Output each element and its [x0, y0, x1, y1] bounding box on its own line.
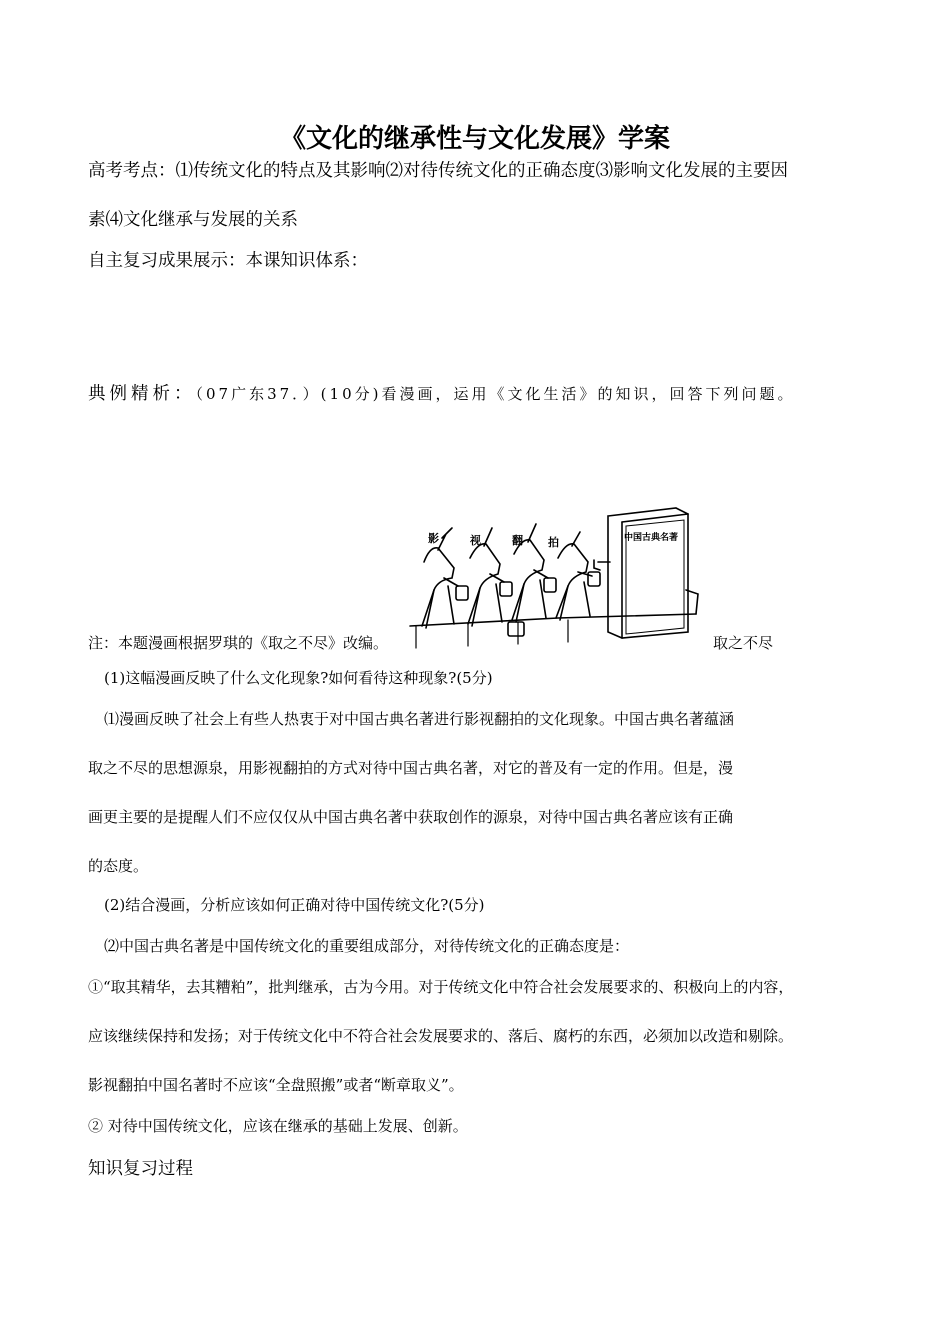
cartoon-label-4: 拍 — [548, 536, 559, 549]
exam-points-line-1: 高考考点：⑴传统文化的特点及其影响⑵对待传统文化的正确态度⑶影响文化发展的主要因 — [88, 161, 788, 181]
cartoon-label-2: 视 — [470, 534, 481, 547]
example-line — [88, 380, 795, 405]
cartoon-image — [408, 498, 704, 650]
self-review-heading: 自主复习成果展示：本课知识体系： — [88, 251, 368, 271]
cartoon-label-3: 翻 — [512, 534, 523, 547]
section-heading: 知识复习过程 — [88, 1159, 193, 1179]
cartoon-label-1: 影 — [428, 532, 439, 545]
answer-1-line-3: 画更主要的是提醒人们不应仅仅从中国古典名著中获取创作的源泉，对待中国古典名著应该有正确 — [88, 808, 734, 826]
answer-1-line-1: ⑴漫画反映了社会上有些人热衷于对中国古典名著进行影视翻拍的文化现象。中国古典名著蕴涵 — [104, 710, 735, 728]
document-title: 《文化的继承性与文化发展》学案 — [279, 124, 670, 154]
book-title: 中国古典名著 — [624, 533, 679, 543]
answer-2-line-5: ② 对待中国传统文化，应该在继承的基础上发展、创新。 — [88, 1117, 468, 1135]
cartoon-caption: 取之不尽 — [713, 634, 774, 652]
answer-2-line-4: 影视翻拍中国名著时不应该“全盘照搬”或者“断章取义”。 — [88, 1076, 464, 1094]
exam-points-line-2: 素⑷文化继承与发展的关系 — [88, 210, 298, 230]
question-2: (2)结合漫画，分析应该如何正确对待中国传统文化?(5分) — [104, 896, 485, 914]
answer-1-line-2: 取之不尽的思想源泉，用影视翻拍的方式对待中国古典名著，对它的普及有一定的作用。但是，漫 — [88, 759, 734, 777]
answer-2-line-1: ⑵中国古典名著是中国传统文化的重要组成部分，对待传统文化的正确态度是： — [104, 937, 630, 955]
note-text: 注：本题漫画根据罗琪的《取之不尽》改编。 — [88, 634, 389, 652]
example-label: 典例精析： — [88, 384, 196, 404]
example-text: （07广东37．）(10分)看漫画，运用《文化生活》的知识，回答下列问题。 — [195, 385, 796, 403]
answer-1-line-4: 的态度。 — [88, 857, 149, 875]
question-1: (1)这幅漫画反映了什么文化现象?如何看待这种现象?(5分) — [104, 669, 493, 687]
book-outline — [608, 508, 688, 638]
answer-2-line-2: ①“取其精华，去其糟粕”，批判继承，古为今用。对于传统文化中符合社会发展要求的、积极向上的内容， — [88, 978, 794, 996]
answer-2-line-3: 应该继续保持和发扬；对于传统文化中不符合社会发展要求的、落后、腐朽的东西，必须加以改造和剔除。 — [88, 1027, 794, 1045]
